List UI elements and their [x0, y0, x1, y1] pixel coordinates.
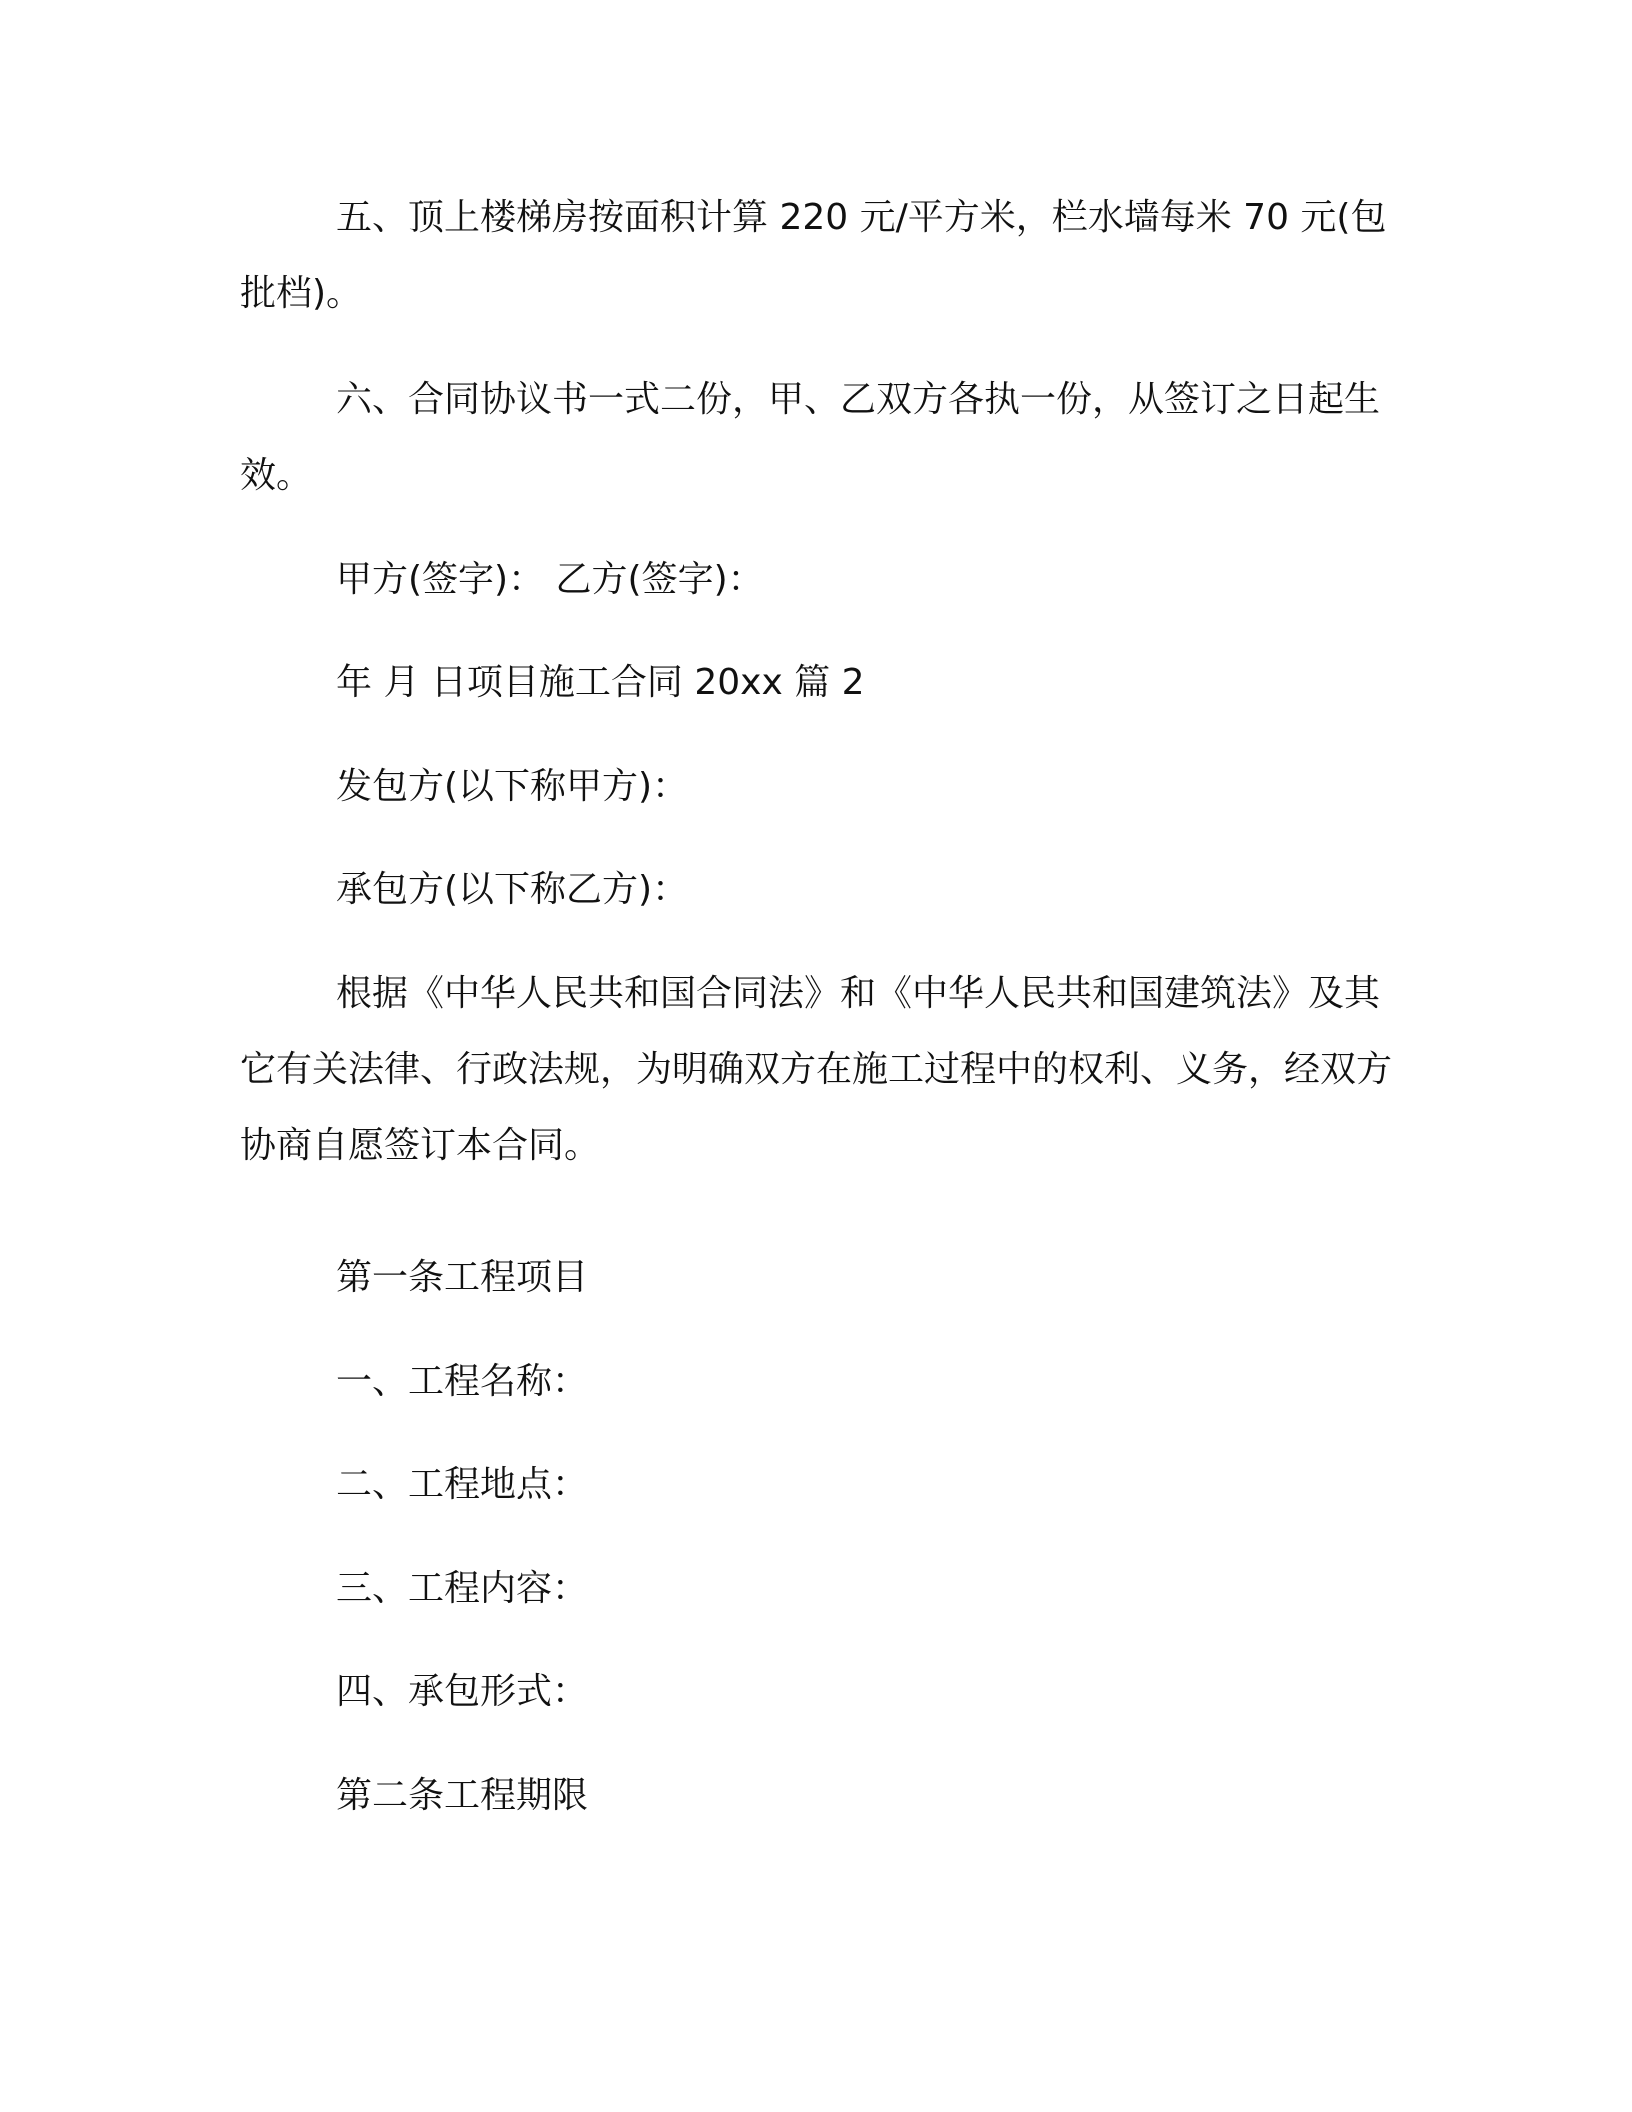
legal-basis-paragraph: 根据《中华人民共和国合同法》和《中华人民共和国建筑法》及其它有关法律、行政法规，为明确双方在施工过程中的权利、义务，经双方协商自愿签订本合同。 — [240, 973, 1393, 1166]
project-name-field: 一、工程名称： — [336, 1361, 589, 1402]
date-and-contract-title: 年 月 日项目施工合同 20xx 篇 2 — [336, 662, 865, 703]
employer-party-line: 发包方(以下称甲方)： — [336, 766, 689, 807]
article-one-heading: 第一条工程项目 — [336, 1257, 589, 1298]
project-location-field: 二、工程地点： — [336, 1464, 589, 1505]
contract-form-field: 四、承包形式： — [336, 1671, 589, 1712]
project-content-field: 三、工程内容： — [336, 1568, 589, 1609]
contractor-party-line: 承包方(以下称乙方)： — [336, 869, 689, 910]
document-page — [240, 0, 1400, 2112]
clause-six-contract-copies: 六、合同协议书一式二份，甲、乙双方各执一份，从签订之日起生效。 — [240, 379, 1381, 496]
clause-five-stair-room-pricing: 五、顶上楼梯房按面积计算 220 元/平方米，栏水墙每米 70 元(包批档)。 — [240, 197, 1387, 314]
signature-line: 甲方(签字)： 乙方(签字)： — [336, 559, 764, 600]
article-two-heading: 第二条工程期限 — [336, 1775, 589, 1816]
